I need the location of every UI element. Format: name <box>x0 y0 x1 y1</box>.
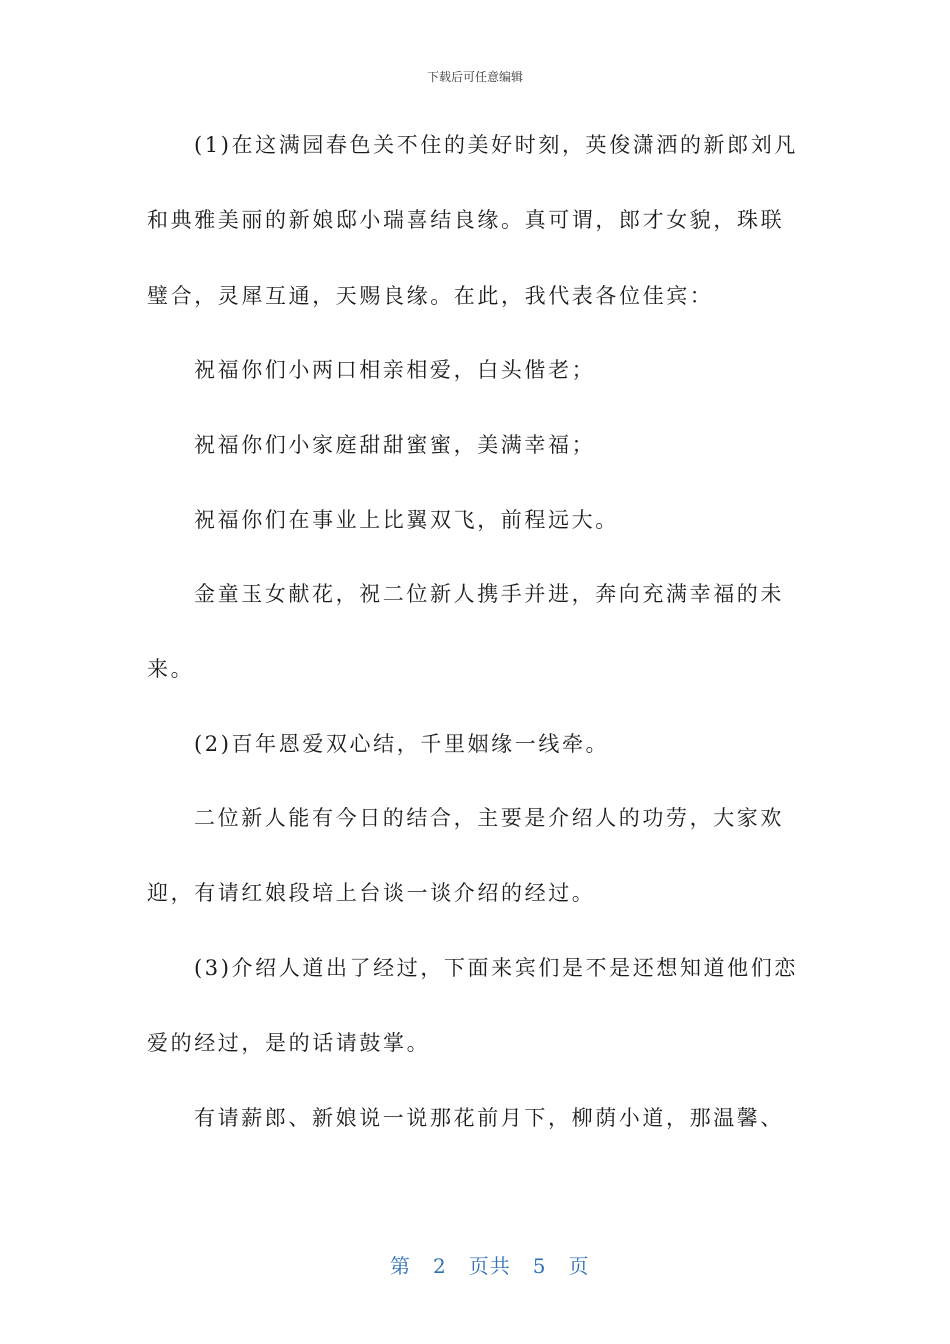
text-line: 祝福你们小两口相亲相爱，白头偕老； <box>194 358 596 382</box>
text-line: 有请薪郎、新娘说一说那花前月下，柳荫小道，那温馨、 <box>194 1106 784 1130</box>
text-line: 迎，有请红娘段培上台谈一谈介绍的经过。 <box>147 881 596 905</box>
footer-current-page: 2 <box>432 1254 447 1278</box>
text-line: 爱的经过，是的话请鼓掌。 <box>147 1031 431 1055</box>
text-line: 二位新人能有今日的结合，主要是介绍人的功劳，大家欢 <box>194 806 784 830</box>
text-line: 金童玉女献花，祝二位新人携手并进，奔向充满幸福的未 <box>194 582 784 606</box>
text-line: (2)百年恩爱双心结，千里姻缘一线牵。 <box>194 732 610 756</box>
header-note: 下载后可任意编辑 <box>426 70 523 84</box>
footer-middle: 页共 <box>468 1254 511 1278</box>
text-line: (1)在这满园春色关不住的美好时刻，英俊潇洒的新郎刘凡 <box>194 133 798 157</box>
footer-prefix: 第 <box>389 1254 411 1278</box>
footer-suffix: 页 <box>568 1254 590 1278</box>
footer-total-pages: 5 <box>532 1254 547 1278</box>
text-line: 来。 <box>147 657 195 681</box>
text-line: 祝福你们小家庭甜甜蜜蜜，美满幸福； <box>194 433 596 457</box>
page-footer <box>0 1226 950 1303</box>
text-line: (3)介绍人道出了经过，下面来宾们是不是还想知道他们恋 <box>194 956 798 980</box>
text-line: 和典雅美丽的新娘邸小瑞喜结良缘。真可谓，郎才女貌，珠联 <box>147 208 785 232</box>
text-line: 璧合，灵犀互通，天赐良缘。在此，我代表各位佳宾： <box>147 284 714 308</box>
text-line: 祝福你们在事业上比翼双飞，前程远大。 <box>194 508 619 532</box>
